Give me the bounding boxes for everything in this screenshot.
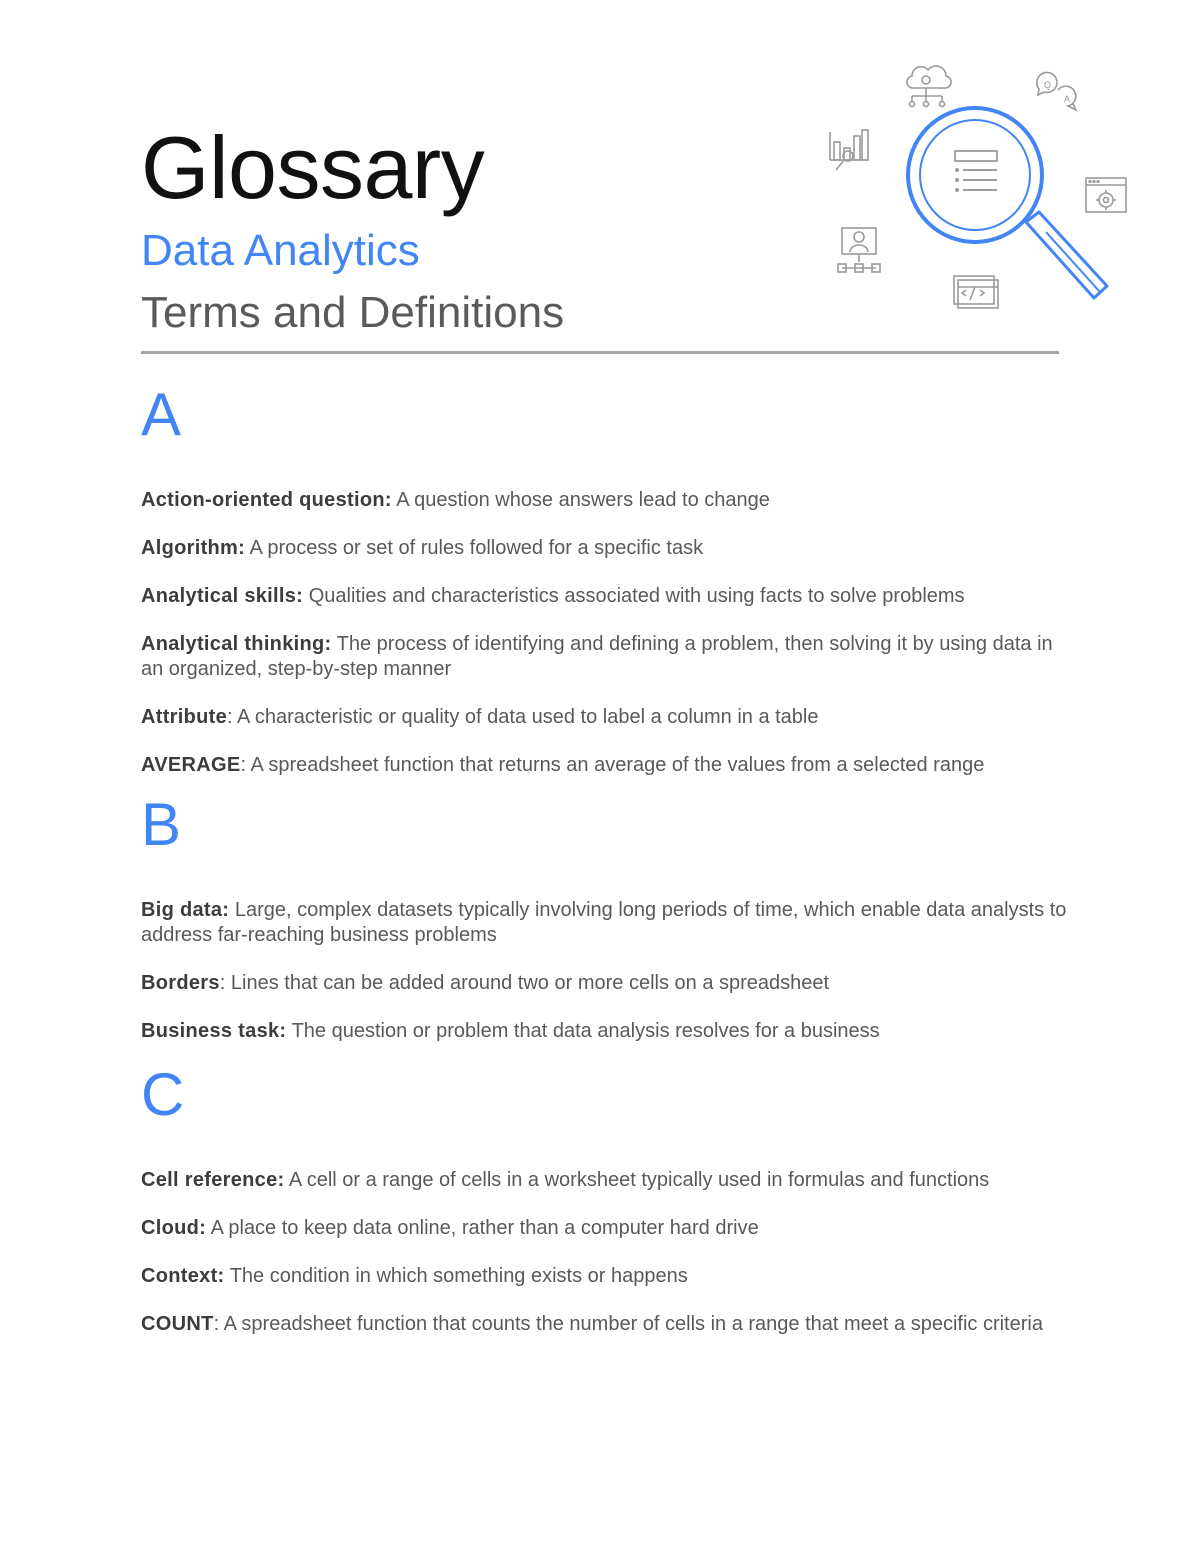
glossary-entry [141, 1168, 1071, 1193]
section-letter: B [141, 791, 182, 858]
entry-term: Algorithm: [141, 537, 246, 559]
entry-definition: The process of identifying and defining a problem, then solving it by using data in an organized, step-by-step manner [141, 633, 1053, 680]
page-subheading: Terms and Definitions [141, 288, 565, 337]
glossary-entry [141, 1019, 1071, 1044]
entry-term: Cloud: [141, 1217, 207, 1239]
page-subtitle: Data Analytics [141, 226, 420, 275]
entry-definition: : Lines that can be added around two or more cells on a spreadsheet [219, 972, 830, 994]
glossary-entry [141, 1264, 1071, 1289]
entry-definition: A question whose answers lead to change [391, 489, 770, 511]
glossary-section [141, 380, 1071, 778]
entry-list [141, 488, 1071, 778]
entry-term: Attribute [141, 706, 228, 728]
cloud-network-icon [907, 66, 951, 107]
glossary-entry [141, 898, 1071, 948]
magnifier-document-icon [908, 108, 1107, 298]
page-header [141, 118, 801, 338]
glossary-entry [141, 488, 1071, 513]
entry-definition: A cell or a range of cells in a worksheet typically used in formulas and functions [284, 1169, 990, 1191]
entry-definition: The question or problem that data analysis resolves for a business [286, 1020, 880, 1042]
entry-term: Action-oriented question: [141, 489, 392, 511]
settings-window-icon [1086, 178, 1126, 212]
glossary-entry [141, 632, 1071, 682]
entry-term: Context: [141, 1265, 225, 1287]
entry-list [141, 898, 1071, 1044]
entry-term: Borders [141, 972, 220, 994]
entry-definition: Large, complex datasets typically involving long periods of time, which enable data analysts to address far-reaching business problems [141, 899, 1067, 946]
glossary-entry [141, 753, 1071, 778]
entry-term: Business task: [141, 1020, 287, 1042]
person-network-icon [838, 228, 880, 272]
entry-definition: : A spreadsheet function that counts the number of cells in a range that meet a specific criteria [213, 1313, 1043, 1335]
chat-qa-icon [1037, 72, 1076, 110]
bar-chart-icon [830, 130, 868, 170]
entry-definition: : A characteristic or quality of data used to label a column in a table [227, 706, 819, 728]
code-window-icon [954, 276, 998, 308]
entry-definition: The condition in which something exists or happens [224, 1265, 688, 1287]
glossary-section [141, 790, 1071, 1044]
svg-text:Q: Q [1044, 80, 1052, 90]
section-letter: C [141, 1061, 185, 1128]
glossary-entry [141, 584, 1071, 609]
section-letter: A [141, 381, 182, 448]
glossary-entry [141, 1312, 1071, 1337]
page-title: Glossary [141, 118, 485, 217]
entry-definition: A process or set of rules followed for a specific task [245, 537, 704, 559]
entry-list [141, 1168, 1071, 1337]
entry-definition: Qualities and characteristics associated with using facts to solve problems [303, 585, 965, 607]
glossary-entry [141, 705, 1071, 730]
entry-term: Cell reference: [141, 1169, 285, 1191]
glossary-entry [141, 971, 1071, 996]
entry-term: Big data: [141, 899, 230, 921]
glossary-entry [141, 1216, 1071, 1241]
entry-term: AVERAGE [141, 754, 241, 776]
svg-text:A: A [1064, 94, 1071, 104]
data-analytics-illustration [820, 40, 1140, 330]
glossary-section [141, 1060, 1071, 1337]
entry-term: Analytical skills: [141, 585, 304, 607]
entry-term: COUNT [141, 1313, 214, 1335]
entry-definition: : A spreadsheet function that returns an average of the values from a selected range [240, 754, 985, 776]
glossary-entry [141, 536, 1071, 561]
entry-term: Analytical thinking: [141, 633, 332, 655]
header-divider [141, 351, 1059, 354]
entry-definition: A place to keep data online, rather than a computer hard drive [206, 1217, 759, 1239]
